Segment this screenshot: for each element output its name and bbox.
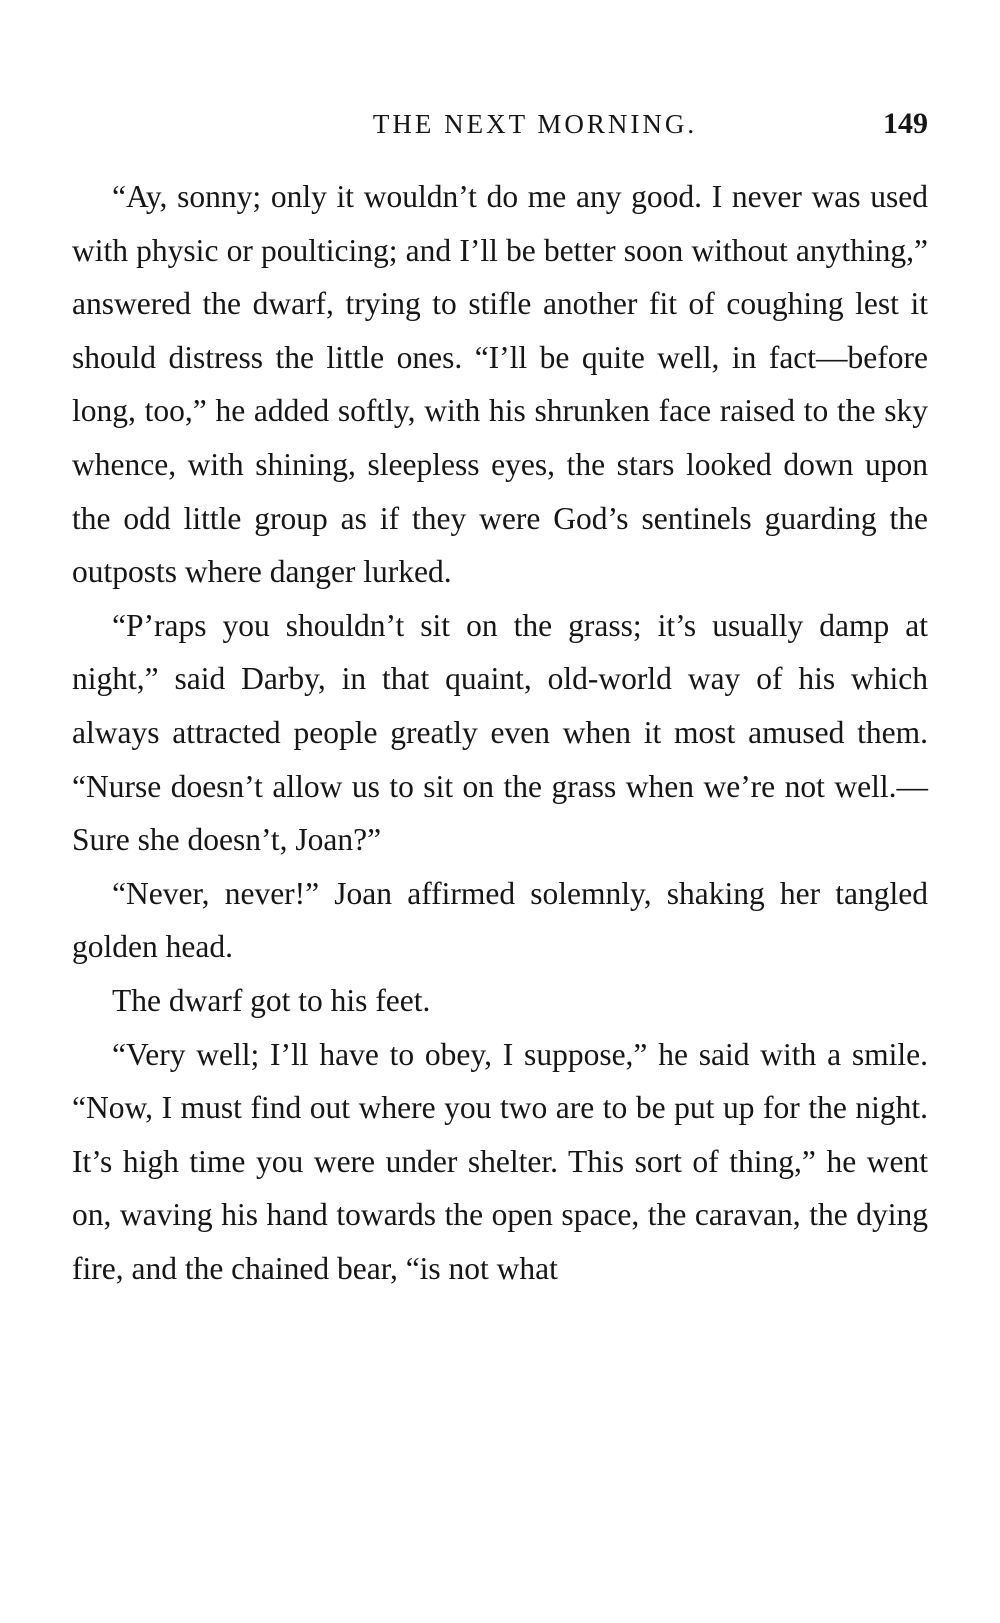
paragraph: “Never, never!” Joan affirmed solemnly, shaking her tangled golden head. [72, 875, 928, 965]
running-head [72, 104, 928, 144]
page-number: 149 [883, 107, 928, 140]
paragraph: The dwarf got to his feet. [112, 982, 431, 1018]
paragraph: “Very well; I’ll have to obey, I suppose,” he said with a smile. “Now, I must find out where you two are to be put up for the night. It’s high time you were under shelter. This sort of thing,” he went on, waving his hand towards the open space, the caravan, the dying fire, and the chained bear, “is not what [72, 1036, 928, 1286]
paragraph: “Ay, sonny; only it wouldn’t do me any good. I never was used with physic or poulticing; and I’ll be better soon without anything,” answered the dwarf, trying to stifle another fit of coughing lest it should distress the little ones. “I’ll be quite well, in fact—before long, too,” he added softly, with his shrunken face raised to the sky whence, with shining, sleepless eyes, the stars looked down upon the odd little group as if they were God’s sentinels guarding the outposts where danger lurked. [72, 179, 928, 590]
paragraph: “P’raps you shouldn’t sit on the grass; it’s usually damp at night,” said Darby, in that quaint, old-world way of his which always attracted people greatly even when it most amused them. “Nurse doesn’t allow us to sit on the grass when we’re not well.—Sure she doesn’t, Joan?” [72, 607, 928, 858]
body-text [72, 170, 928, 1295]
running-title: THE NEXT MORNING. [372, 109, 698, 139]
